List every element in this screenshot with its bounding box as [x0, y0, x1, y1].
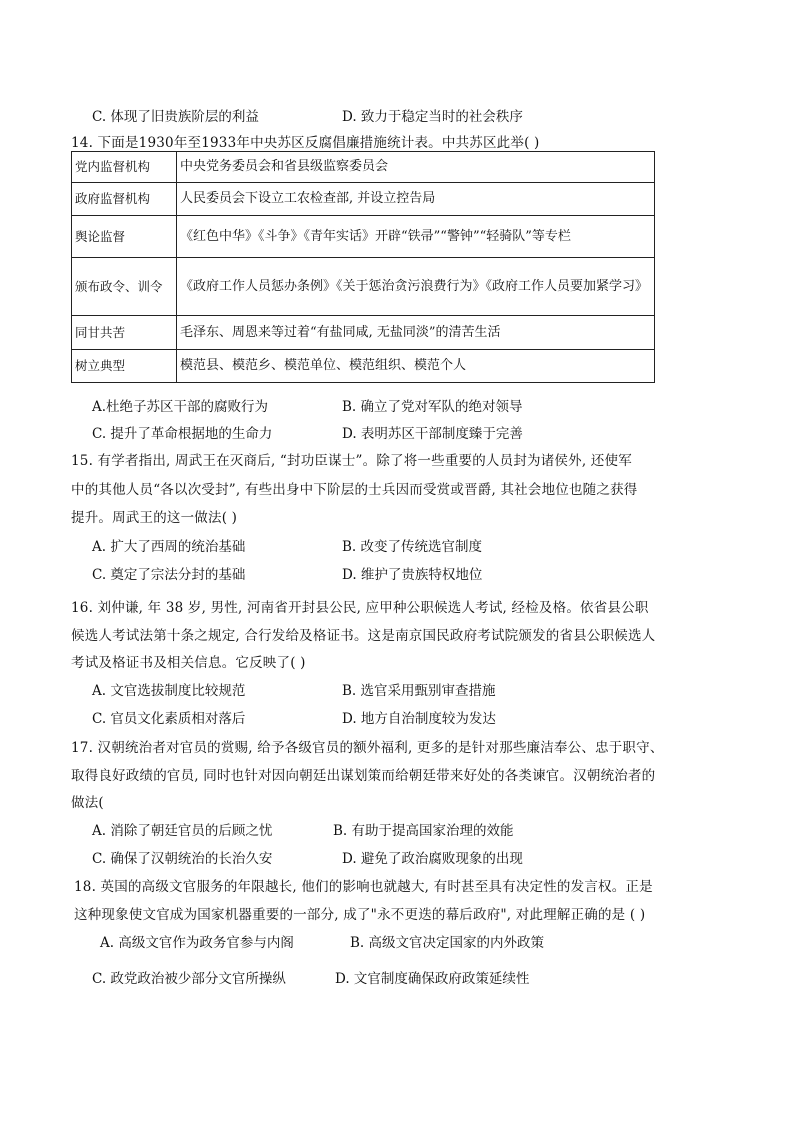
- table-row: [72, 350, 655, 383]
- q16-option-c: C. 官员文化素质相对落后: [92, 711, 246, 727]
- q16-option-d: D. 地方自治制度较为发达: [342, 711, 496, 727]
- q13-option-c: C. 体现了旧贵族阶层的利益: [92, 109, 259, 125]
- q18-line-1: 18. 英国的高级文官服务的年限越长, 他们的影响也就越大, 有时甚至具有决定性的发言权。正是: [74, 879, 653, 895]
- table-row: [72, 258, 655, 316]
- q14-table: [71, 151, 655, 383]
- q13-option-d: D. 致力于稳定当时的社会秩序: [342, 109, 523, 125]
- row-value: 《政府工作人员惩办条例》《关于惩治贪污浪费行为》《政府工作人员要加紧学习》: [177, 258, 655, 316]
- q18-line-2: 这种现象使文官成为国家机器重要的一部分, 成了"永不更迭的幕后政府", 对此理解正确的是 ( ): [74, 907, 646, 923]
- table-row: [72, 316, 655, 350]
- q15-option-c: C. 奠定了宗法分封的基础: [92, 567, 246, 583]
- row-label: 颁布政令、训令: [72, 258, 177, 316]
- q16-option-b: B. 选官采用甄别审查措施: [342, 683, 496, 699]
- q18-option-c: C. 政党政治被少部分文官所操纵: [92, 971, 286, 987]
- q17-option-d: D. 避免了政治腐败现象的出现: [342, 851, 523, 867]
- q14-option-a: A.杜绝子苏区干部的腐败行为: [92, 399, 269, 415]
- row-label: 舆论监督: [72, 216, 177, 258]
- q17-option-c: C. 确保了汉朝统治的长治久安: [92, 851, 273, 867]
- q18-option-a: A. 高级文官作为政务官参与内阁: [100, 935, 294, 951]
- row-label: 树立典型: [72, 350, 177, 383]
- q17-line-2: 取得良好政绩的官员, 同时也针对因向朝廷出谋划策而给朝廷带来好处的各类谏官。汉朝统治者的: [71, 768, 656, 784]
- row-value: 中央党务委员会和省县级监察委员会: [177, 152, 655, 183]
- row-value: 模范县、模范乡、模范单位、模范组织、模范个人: [177, 350, 655, 383]
- q15-option-b: B. 改变了传统选官制度: [342, 539, 483, 555]
- q14-option-b: B. 确立了党对军队的绝对领导: [342, 399, 523, 415]
- q16-option-a: A. 文官选拔制度比较规范: [92, 683, 246, 699]
- q14-option-d: D. 表明苏区干部制度臻于完善: [342, 426, 523, 442]
- row-value: 人民委员会下设立工农检查部, 并设立控告局: [177, 183, 655, 216]
- row-label: 同甘共苦: [72, 316, 177, 350]
- table-row: [72, 152, 655, 183]
- q14-option-c: C. 提升了革命根据地的生命力: [92, 426, 273, 442]
- q15-line-2: 中的其他人员“各以次受封”, 有些出身中下阶层的士兵因而受赏或晋爵, 其社会地位也随之获得: [71, 482, 638, 498]
- q15-line-1: 15. 有学者指出, 周武王在灭商后, “封功臣谋士”。除了将一些重要的人员封为诸侯外, 还使军: [71, 453, 632, 469]
- q15-option-a: A. 扩大了西周的统治基础: [92, 539, 246, 555]
- table-row: [72, 216, 655, 258]
- row-label: 政府监督机构: [72, 183, 177, 216]
- q18-option-b: B. 高级文官决定国家的内外政策: [350, 935, 545, 951]
- row-label: 党内监督机构: [72, 152, 177, 183]
- table-row: [72, 183, 655, 216]
- q18-option-d: D. 文官制度确保政府政策延续性: [335, 971, 530, 987]
- q16-line-2: 候选人考试法第十条之规定, 合行发给及格证书。这是南京国民政府考试院颁发的省县公职候选人: [71, 628, 656, 644]
- row-value: 《红色中华》《斗争》《青年实话》开辟“铁帚”“警钟”“轻骑队”等专栏: [177, 216, 655, 258]
- q17-option-a: A. 消除了朝廷官员的后顾之忧: [92, 823, 273, 839]
- q17-option-b: B. 有助于提高国家治理的效能: [333, 823, 514, 839]
- q17-line-3: 做法(: [71, 795, 104, 811]
- q15-line-3: 提升。周武王的这一做法( ): [71, 510, 238, 526]
- q16-line-3: 考试及格证书及相关信息。它反映了( ): [71, 655, 306, 671]
- q16-line-1: 16. 刘仲谦, 年 38 岁, 男性, 河南省开封县公民, 应甲种公职候选人考试, 经检及格。依省县公职: [71, 600, 649, 616]
- row-value: 毛泽东、周恩来等过着“有盐同咸, 无盐同淡”的清苦生活: [177, 316, 655, 350]
- q15-option-d: D. 维护了贵族特权地位: [342, 567, 483, 583]
- q17-line-1: 17. 汉朝统治者对官员的赏赐, 给予各级官员的额外福利, 更多的是针对那些廉洁奉公、忠于职守、: [71, 740, 664, 756]
- q14-stem: 14. 下面是1930年至1933年中央苏区反腐倡廉措施统计表。中共苏区此举( ): [71, 135, 540, 151]
